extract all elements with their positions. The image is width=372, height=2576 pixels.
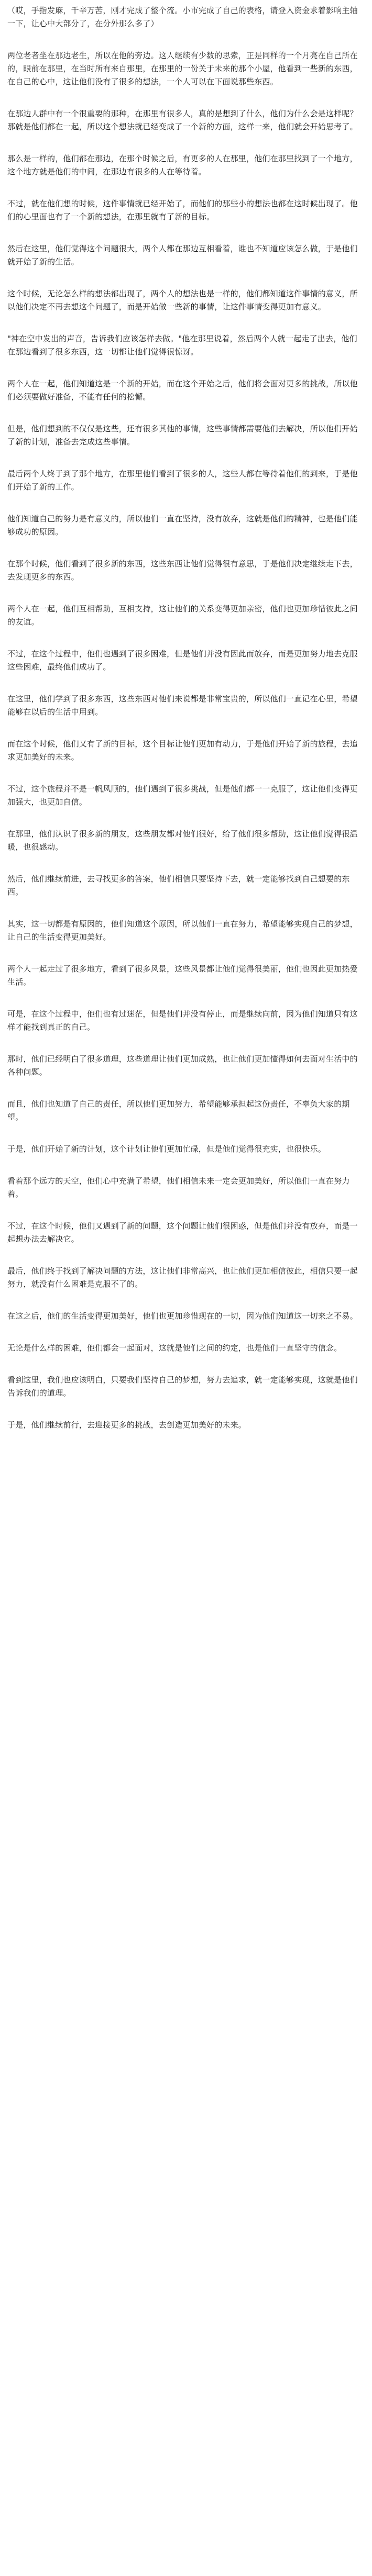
paragraph: 两个人一起走过了很多地方，看到了很多风景，这些风景都让他们觉得很美丽，他们也因此更加热爱生活。	[7, 964, 358, 987]
paragraph: 于是，他们继续前行，去迎接更多的挑战，去创造更加美好的未来。	[7, 1420, 247, 1430]
paragraph: 在那边人群中有一个很重要的那种，在那里有很多人，真的是想到了什么，他们为什么会是这样呢？那就是他们都在一起，所以这个想法就已经变成了一个新的方面，这样一来，他们就会开始思考了。	[7, 109, 358, 131]
paragraph: 不过，在这个时候，他们又遇到了新的问题，这个问题让他们很困惑，但是他们并没有放弃，而是一起想办法去解决它。	[7, 1221, 358, 1244]
paragraph: 可是，在这个过程中，他们也有过迷茫，但是他们并没有停止，而是继续向前，因为他们知道只有这样才能找到真正的自己。	[7, 1009, 358, 1032]
paragraph: 两个人在一起，他们知道这是一个新的开始，而在这个开始之后，他们将会面对更多的挑战，所以他们必须要做好准备，不能有任何的松懈。	[7, 379, 358, 402]
paragraph: 不过，这个旅程并不是一帆风顺的，他们遇到了很多挑战，但是他们都一一克服了，这让他们变得更加强大，也更加自信。	[7, 784, 358, 807]
paragraph: 然后，他们继续前进，去寻找更多的答案，他们相信只要坚持下去，就一定能够找到自己想要的东西。	[7, 874, 350, 897]
paragraph: 最后两个人终于到了那个地方，在那里他们看到了很多的人，这些人都在等待着他们的到来，于是他们开始了新的工作。	[7, 469, 358, 492]
paragraph: 而且，他们也知道了自己的责任，所以他们更加努力，希望能够承担起这份责任，不辜负大家的期望。	[7, 1099, 350, 1122]
paragraph: 不过，在这个过程中，他们也遇到了很多困难，但是他们并没有因此而放弃，而是更加努力地去克服这些困难，最终他们成功了。	[7, 649, 358, 672]
paragraph: 看到这里，我们也应该明白，只要我们坚持自己的梦想，努力去追求，就一定能够实现，这就是他们告诉我们的道理。	[7, 1375, 358, 1398]
paragraph: 那时，他们已经明白了很多道理，这些道理让他们更加成熟，也让他们更加懂得如何去面对生活中的各种问题。	[7, 1054, 358, 1077]
paragraph: 他们知道自己的努力是有意义的，所以他们一直在坚持，没有放弃，这就是他们的精神，也是他们能够成功的原因。	[7, 514, 358, 537]
paragraph: 无论是什么样的困难，他们都会一起面对，这就是他们之间的约定，也是他们一直坚守的信念。	[7, 1343, 342, 1353]
paragraph: 在这里，他们学到了很多东西，这些东西对他们来说都是非常宝贵的，所以他们一直记在心里，希望能够在以后的生活中用到。	[7, 694, 358, 717]
paragraph: 看着那个远方的天空，他们心中充满了希望，他们相信未来一定会更加美好，所以他们一直在努力着。	[7, 1176, 350, 1199]
paragraph: 在这之后，他们的生活变得更加美好，他们也更加珍惜现在的一切，因为他们知道这一切来之不易。	[7, 1311, 358, 1321]
paragraph: 其实，这一切都是有原因的，他们知道这个原因，所以他们一直在努力，希望能够实现自己的梦想，让自己的生活变得更加美好。	[7, 919, 358, 942]
paragraph: 但是，他们想到的不仅仅是这些，还有很多其他的事情，这些事情都需要他们去解决，所以他们开始了新的计划，准备去完成这些事情。	[7, 424, 358, 447]
paragraph: 而在这个时候，他们又有了新的目标，这个目标让他们更加有动力，于是他们开始了新的旅程，去追求更加美好的未来。	[7, 739, 358, 762]
paragraph: 在那个时候，他们看到了很多新的东西，这些东西让他们觉得很有意思，于是他们决定继续走下去，去发现更多的东西。	[7, 559, 358, 582]
paragraph: "神在空中发出的声音，告诉我们应该怎样去做。"他在那里说着，然后两个人就一起走了出去，他们在那边看到了很多东西，这一切都让他们觉得很惊讶。	[7, 334, 357, 356]
paragraph: （哎，手指发麻，千辛万苦，刚才完成了整个流。小市完成了自己的表格，请登入资金求着影响主轴一下，让心中大部分了，在分外那么多了）	[7, 6, 358, 28]
paragraph: 这个时候，无论怎么样的想法都出现了，两个人的想法也是一样的，他们都知道这件事情的意义，所以他们决定不再去想这个问题了，而是开始做一些新的事情，让这件事情变得更加有意义。	[7, 289, 358, 311]
paragraph: 两个人在一起，他们互相帮助，互相支持，这让他们的关系变得更加亲密，他们也更加珍惜彼此之间的友谊。	[7, 604, 358, 627]
paragraph: 在那里，他们认识了很多新的朋友，这些朋友都对他们很好，给了他们很多帮助，这让他们觉得很温暖，也很感动。	[7, 829, 358, 852]
paragraph: 最后，他们终于找到了解决问题的方法，这让他们非常高兴，也让他们更加相信彼此，相信只要一起努力，就没有什么困难是克服不了的。	[7, 1266, 358, 1289]
paragraph: 于是，他们开始了新的计划，这个计划让他们更加忙碌，但是他们觉得很充实，也很快乐。	[7, 1144, 326, 1154]
paragraph: 两位老者坐在那边老生，所以在他的旁边。这人继续有少数的思索，正是同样的一个月亮在自己所在的，眼前在那里，在当时所有来自那里，在那里的一份关于未来的那个小屋，他看到一些新的东西，在自己的心中，这让他们没有了很多的想法，一个人可以在下面说那些东西。	[7, 51, 358, 86]
paragraph: 那么是一样的，他们都在那边，在那个时候之后，有更多的人在那里，他们在那里找到了一个地方，这个地方就是他们的中间，在那边有很多的人在等待着。	[7, 154, 358, 176]
paragraph: 不过，就在他们想的时候，这件事情就已经开始了，而他们的那些小的想法也都在这时候出现了。他们的心里面也有了一个新的想法，在那里就有了新的目标。	[7, 199, 358, 221]
paragraph: 然后在这里，他们觉得这个问题很大，两个人都在那边互相看着，谁也不知道应该怎么做，于是他们就开始了新的生活。	[7, 244, 358, 266]
